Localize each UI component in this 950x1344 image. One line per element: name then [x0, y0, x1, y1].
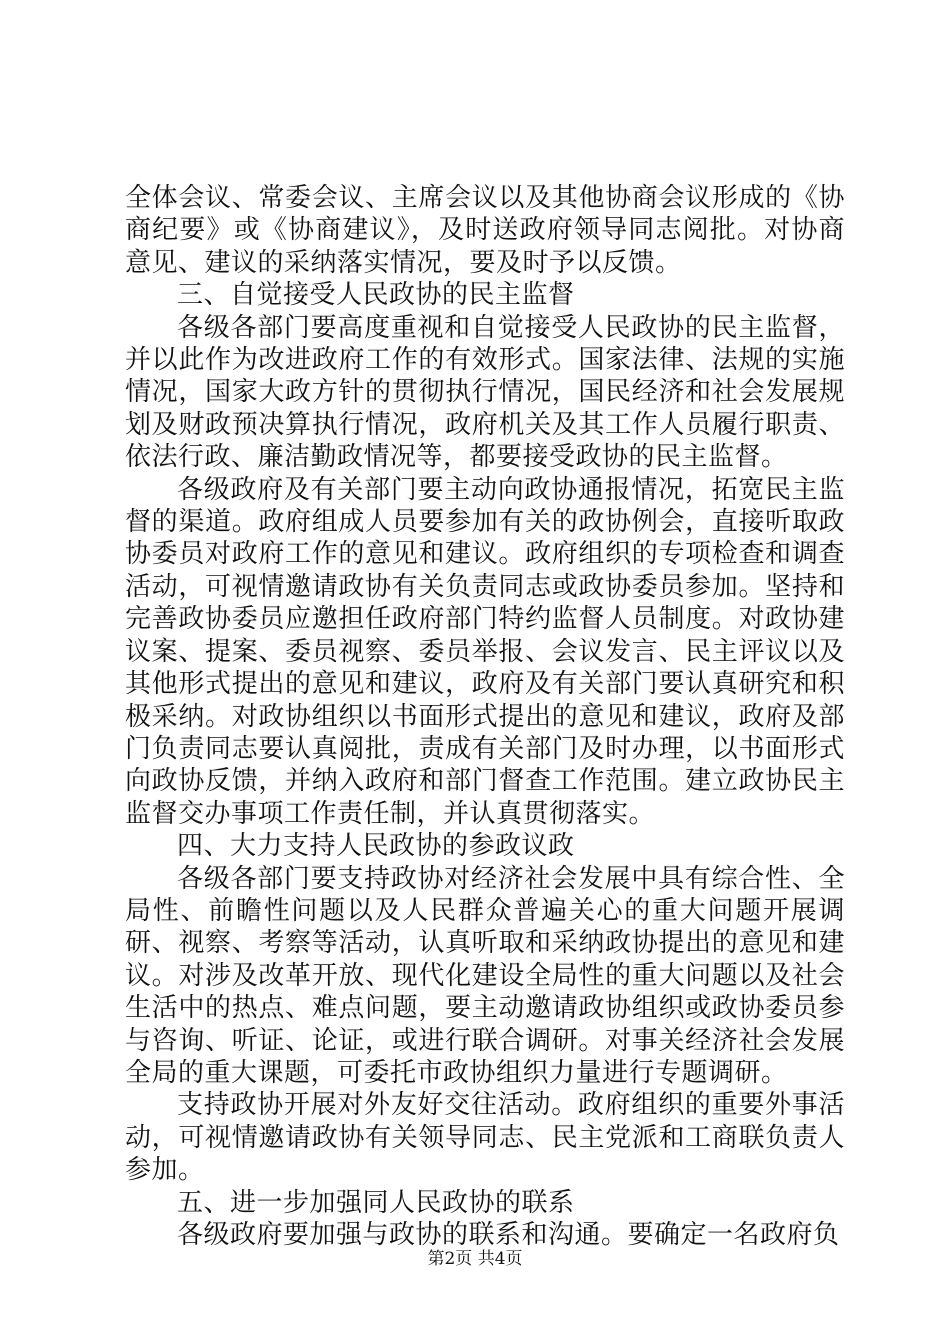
- paragraph: 各级各部门要支持政协对经济社会发展中具有综合性、全局性、前瞻性问题以及人民群众普遍关心的重大问题开展调研、视察、考察等活动，认真听取和采纳政协提出的意见和建议。对涉及改革开放、现代化建设全局性的重大问题以及社会生活中的热点、难点问题，要主动邀请政协组织或政协委员参与咨询、听证、论证，或进行联合调研。对事关经济社会发展全局的重大课题，可委托市政协组织力量进行专题调研。: [125, 863, 845, 1088]
- paragraph: 支持政协开展对外友好交往活动。政府组织的重要外事活动，可视情邀请政协有关领导同志、民主党派和工商联负责人参加。: [125, 1090, 845, 1186]
- section-heading-5: 五、进一步加强同人民政协的联系: [177, 1187, 575, 1218]
- section-heading-4: 四、大力支持人民政协的参政议政: [177, 831, 575, 862]
- section-heading-3: 三、自觉接受人民政协的民主监督: [177, 280, 575, 311]
- paragraph: 各级政府及有关部门要主动向政协通报情况，拓宽民主监督的渠道。政府组成人员要参加有关的政协例会，直接听取政协委员对政府工作的意见和建议。政府组织的专项检查和调查活动，可视情邀请政协有关负责同志或政协委员参加。坚持和完善政协委员应邀担任政府部门特约监督人员制度。对政协建议案、提案、委员视察、委员举报、会议发言、民主评议以及其他形式提出的意见和建议，政府及有关部门要认真研究和积极采纳。对政协组织以书面形式提出的意见和建议，政府及部门负责同志要认真阅批，责成有关部门及时办理，以书面形式向政协反馈，并纳入政府和部门督查工作范围。建立政协民主监督交办事项工作责任制，并认真贯彻落实。: [125, 474, 845, 829]
- paragraph-continuation: 全体会议、常委会议、主席会议以及其他协商会议形成的《协商纪要》或《协商建议》，及时送政府领导同志阅批。对协商意见、建议的采纳落实情况，要及时予以反馈。: [125, 183, 845, 278]
- paragraph: 各级政府要加强与政协的联系和沟通。要确定一名政府负: [177, 1220, 840, 1250]
- paragraph: 各级各部门要高度重视和自觉接受人民政协的民主监督，并以此作为改进政府工作的有效形式。国家法律、法规的实施情况，国家大政方针的贯彻执行情况，国民经济和社会发展规划及财政预决算执行情况，政府机关及其工作人员履行职责、依法行政、廉洁勤政情况等，都要接受政协的民主监督。: [125, 312, 845, 473]
- document-body: [125, 182, 845, 1251]
- page-footer: 第2页 共4页: [427, 1249, 523, 1269]
